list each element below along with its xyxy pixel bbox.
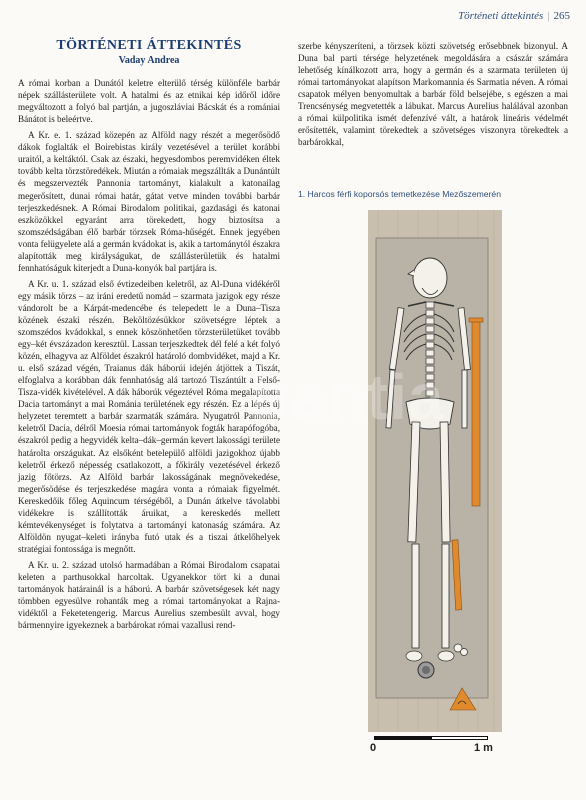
scale-bar <box>366 732 506 762</box>
sword <box>472 320 480 506</box>
paragraph: A római korban a Dunától keletre elterülő térség különféle barbár népek szállásterülete volt. A hatalmi és az etnikai kép időről időre megváltozott a folyó bal partján, a jugoszláviai Bácskát és a romániai Bánátot is beleértve. <box>18 78 280 125</box>
section-title: Történeti áttekintés <box>458 10 544 22</box>
paragraph: A Kr. u. 1. század első évtizedeiben keletről, az Al-Duna vidékéről egy másik törzs – az iráni eredetű nomád – szarmata jazigok egy része vándorolt be a Kárpát-medencébe és telepedett le a Duna–Tisza közének északi részén. Beköltözésükkor szövetségre léptek a szomszédos kvádokkal, s ennek köszönhetően törzsterületüket tovább egy–két évszázadon keresztül. Lassan terjeszkedtek dél felé a két folyó közén, elhagyva az Alföldet északról határoló dombvidéket, majd a Kr. u. első század végén, Traianus dák háborúi idején átjöttek a Tiszát, elfoglalva a korábban dák fennhatóság alá tartozó Tiszántúlt a Felső-Tisza-vidék kivételével. A dák háborúk végeztével Róma megalapította Dacia tartományt a mai Románia területének egy részén. Ez a lépés új helyzetet teremtett a barbár szarmaták számára. Nyugatról Pannonia, keletről Dacia, délről Moesia római tartományok fogták harapófogóba, északról pedig a hegyvidék kelta–dák–germán kevert lakossági területe határolta országukat. Az elsőként betelepülő alföldi jazigokhoz újabb keletről érkező népesség csatlakozott, a főkirály vezetésével érkező jazig főtörzs. Az Alföld barbár lakosságának megnövekedése, megerősödése és terjeszkedése magára vonta a rómaiak figyelmét. Kereskedőik főleg Aquincum térségéből, a Dunán átkelve távolabbi vidékekre is szállították áruikat, a kereskedés mellett kémtevékenységet is folytatva a tartományi katonaság számára. Az Alföldön nyugat–keleti irányba futó utak és a tiszai átkelőhelyek stratégiai fontossága is megnőtt. <box>18 278 280 554</box>
paragraph: A Kr. e. 1. század közepén az Alföld nagy részét a megerősödő dákok foglalták el Boirebistas király vezetésével a terület korábbi uraitól, a keltáktól. Csak az északi, hegyesdombos peremvidéken éltek tovább kelta törzstöredékek. Miután a rómaiak megszállták a Dunántúlt és megszervezték Pannonia tartományt, kialakult a katonailag megerősített, dunai római határ, gátat vetve minden további barbár terjeszkedésnek. A Római Birodalom politikai, gazdasági és katonai eszközökkel egyaránt arra törekedett, hogy biztosítsa a szomszédságában élő barbár törzsek Róma-hűségét. Ennek jegyében vonta felügyelete alá a germán kvádokat is, akik a tartománytól északra alapították meg királyságukat, de szállásterületük és hatalmi fennhatóságuk kiterjedt a Duna-konyók bal partjára is. <box>18 130 280 273</box>
article-title: TÖRTÉNETI ÁTTEKINTÉS <box>56 38 242 53</box>
page-number: 265 <box>553 10 570 22</box>
grave-drawing <box>368 210 502 732</box>
figure-caption: 1. Harcos férfi koporsós temetkezése Mezőszemerén <box>298 189 501 199</box>
scale-start-label: 0 <box>370 742 377 754</box>
watermark: bantia <box>250 361 445 433</box>
article-author: Vaday Andrea <box>118 55 180 67</box>
paragraph: A Kr. u. 2. század utolsó harmadában a Római Birodalom csapatai keleten a parthusokkal harcoltak. Ugyanekkor tört ki a dunai tartományok határainál is a háború. A barbár szövetségesek két nagy tömbben egyesülve rohanták meg a római tartományokat a Rajna-vidéktől a Feketetengerig. Marcus Aurelius szembesült avval, hogy bármennyire igyekeznek a barbárokat római vazallusi rend- <box>18 559 280 631</box>
scale-end-label: 1 m <box>474 742 493 754</box>
left-column <box>18 40 280 635</box>
skull <box>413 258 447 298</box>
separator: | <box>547 10 550 22</box>
running-head <box>458 10 570 22</box>
right-column <box>298 40 568 148</box>
paragraph: szerbe kényszeríteni, a törzsek közti szövetség erősebbnek bizonyul. A Duna bal parti térsége helyzetének megoldására a császár számára lehetőség kínálkozott arra, hogy a germán és a szarmata területen új római tartományokat alapítson Markomannia és Sarmatia néven. A római csapatok mélyen benyomultak a barbár föld belsejébe, s egészen a mai Trencsénység megvetették a lábukat. Marcus Aurelius halálával azonban a római külpolitika ismét defenzívé vált, a határok lineáris védelmét erősítették, valamint törekedtek a szövetséges viszonyra törekedtek a barbárokkal, <box>298 41 568 148</box>
scale-line <box>374 736 488 740</box>
